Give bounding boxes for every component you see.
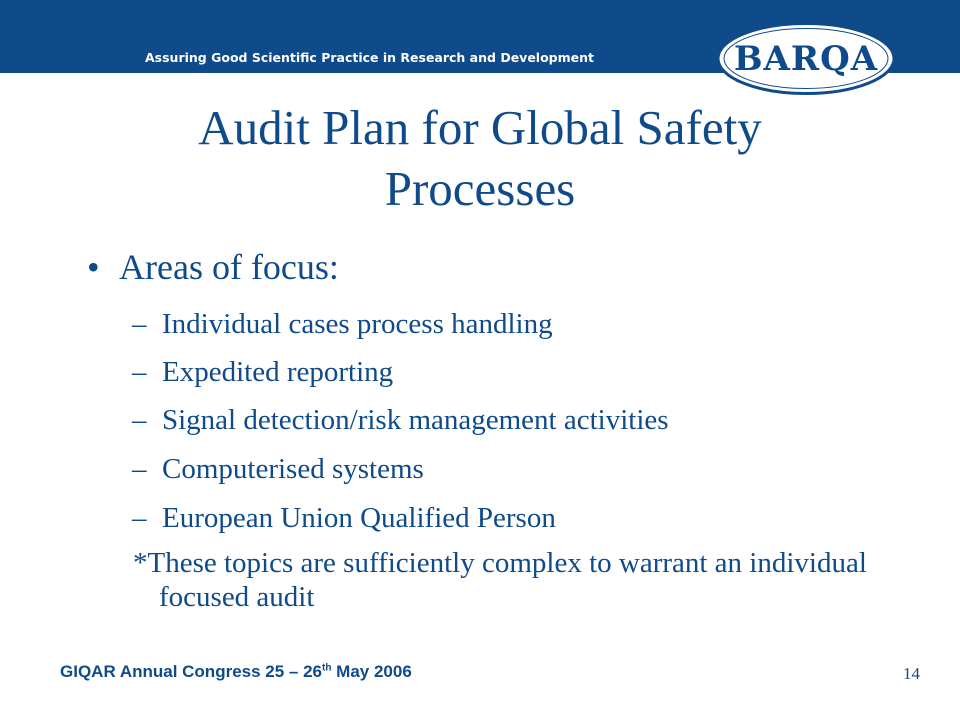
barqa-logo <box>715 20 897 97</box>
bullet-areas-of-focus <box>87 245 339 290</box>
dash-marker: – <box>132 502 147 534</box>
logo-text: BARQA <box>733 39 879 79</box>
list-item <box>132 500 556 536</box>
list-item-text: Signal detection/risk management activities <box>162 404 669 436</box>
title-line-2: Processes <box>384 161 576 216</box>
bullet-marker: • <box>87 247 100 287</box>
list-item-text: European Union Qualified Person <box>162 502 556 534</box>
dash-marker: – <box>132 453 147 485</box>
list-item <box>132 306 553 342</box>
dash-marker: – <box>132 404 147 436</box>
list-item-text: Individual cases process handling <box>162 308 553 340</box>
bullet-text: Areas of focus: <box>119 247 339 287</box>
page-number: 14 <box>903 664 920 683</box>
footnote-text: *These topics are sufficiently complex to warrant an individual focused audit <box>133 547 867 613</box>
title-line-1: Audit Plan for Global Safety <box>198 100 762 155</box>
list-item <box>132 451 424 487</box>
list-item-text: Expedited reporting <box>162 356 394 388</box>
list-item-text: Computerised systems <box>162 453 424 485</box>
footer-superscript: th <box>322 662 332 674</box>
list-item <box>132 354 393 390</box>
header-tagline: Assuring Good Scientific Practice in Research and Development <box>145 50 594 65</box>
list-item <box>132 402 669 438</box>
slide-title <box>0 97 960 219</box>
dash-marker: – <box>132 308 147 340</box>
footer-conference <box>60 661 412 683</box>
dash-marker: – <box>132 356 147 388</box>
footer-text: GIQAR Annual Congress 25 – 26 <box>60 662 322 681</box>
footer-text-end: May 2006 <box>331 662 412 681</box>
